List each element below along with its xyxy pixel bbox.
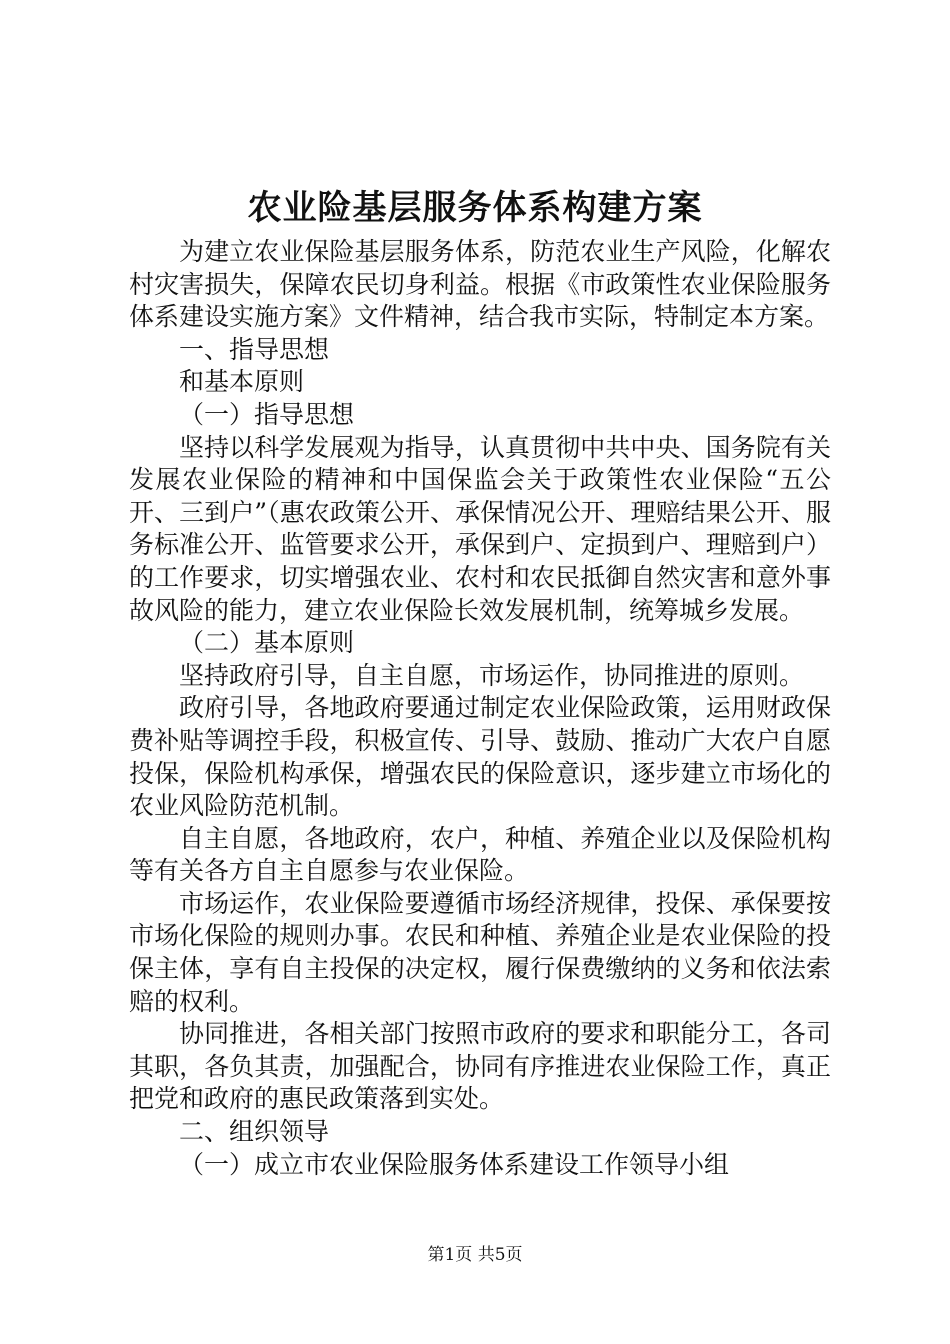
heading-section-1-cont: 和基本原则: [179, 367, 305, 397]
paragraph-government-guidance: 政府引导，各地政府要通过制定农业保险政策，运用财政保费补贴等调控手段，积极宣传、引导、鼓励、推动广大农户自愿投保，保险机构承保，增强农民的保险意识，逐步建立市场化的农业风险防范机制。: [129, 693, 831, 821]
document-title: 农业险基层服务体系构建方案: [247, 188, 703, 228]
subheading-guiding-thought: （一）指导思想: [179, 399, 355, 429]
paragraph-coordination: 协同推进，各相关部门按照市政府的要求和职能分工，各司其职，各负其责，加强配合，协同有序推进农业保险工作，真正把党和政府的惠民政策落到实处。: [129, 1019, 831, 1114]
paragraph-voluntary: 自主自愿，各地政府，农户，种植、养殖企业以及保险机构等有关各方自主自愿参与农业保险。: [129, 823, 831, 886]
heading-section-1: 一、指导思想: [179, 334, 330, 364]
page-footer: 第1页 共5页: [427, 1245, 523, 1265]
paragraph-intro: 为建立农业保险基层服务体系，防范农业生产风险，化解农村灾害损失，保障农民切身利益。根据《市政策性农业保险服务体系建设实施方案》文件精神，结合我市实际，特制定本方案。: [129, 237, 831, 332]
paragraph-market-operation: 市场运作，农业保险要遵循市场经济规律，投保、承保要按市场化保险的规则办事。农民和种植、养殖企业是农业保险的投保主体，享有自主投保的决定权，履行保费缴纳的义务和依法索赔的权利。: [129, 888, 831, 1016]
document-body: [129, 236, 831, 1181]
paragraph-guiding-thought: 坚持以科学发展观为指导，认真贯彻中共中央、国务院有关发展农业保险的精神和中国保监会关于政策性农业保险“五公开、三到户”（惠农政策公开、承保情况公开、理赔结果公开、服务标准公开、监管要求公开，承保到户、定损到户、理赔到户）的工作要求，切实增强农业、农村和农民抵御自然灾害和意外事故风险的能力，建立农业保险长效发展机制，统筹城乡发展。: [129, 432, 831, 625]
paragraph-principles-summary: 坚持政府引导，自主自愿，市场运作，协同推进的原则。: [179, 660, 805, 690]
heading-section-2: 二、组织领导: [179, 1117, 330, 1147]
subheading-leadership-group: （一）成立市农业保险服务体系建设工作领导小组: [179, 1149, 730, 1179]
subheading-basic-principles: （二）基本原则: [179, 628, 355, 658]
